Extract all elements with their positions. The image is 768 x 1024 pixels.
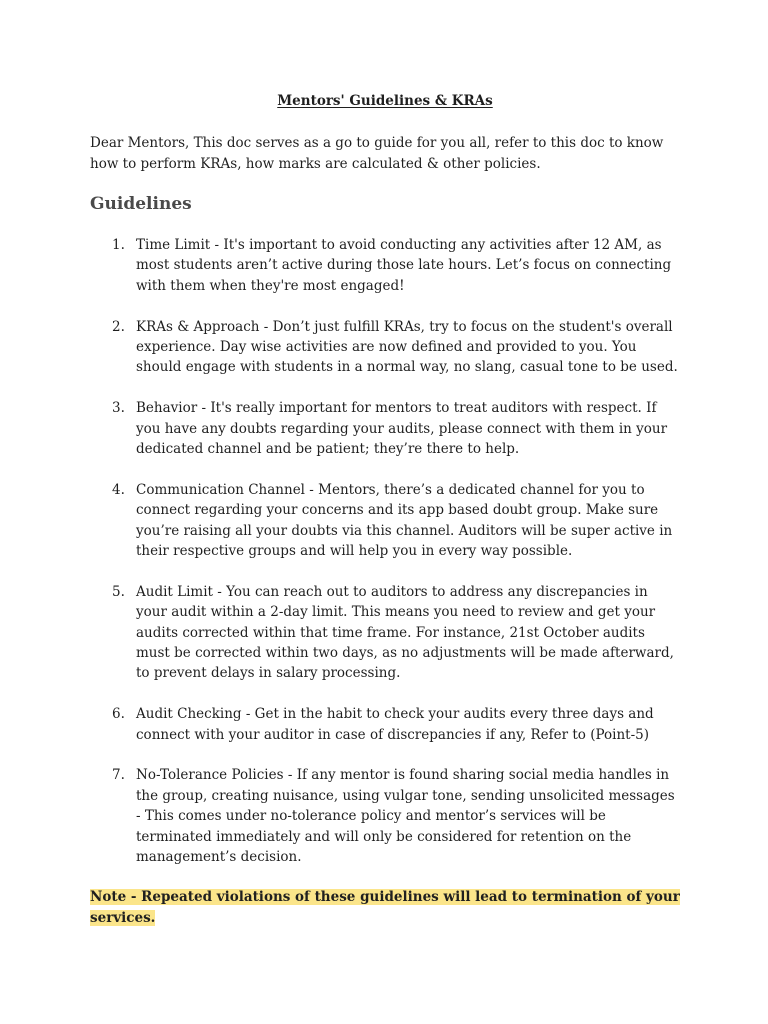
guideline-text: Audit Checking - Get in the habit to check your audits every three days and connect with your auditor in case of discrepancies if any, Refer to (Point-5) — [136, 706, 654, 743]
guideline-item — [90, 235, 680, 296]
guideline-item — [90, 398, 680, 459]
guideline-number: 7. — [112, 767, 125, 784]
guideline-item — [90, 480, 680, 562]
guideline-number: 1. — [112, 237, 125, 253]
guidelines-list — [90, 235, 680, 868]
section-heading: Guidelines — [90, 194, 192, 214]
highlighted-note-text: Note - Repeated violations of these guidelines will lead to termination of your services. — [90, 889, 680, 927]
document-title: Mentors' Guidelines & KRAs — [277, 93, 493, 109]
guideline-text: Communication Channel - Mentors, there’s a dedicated channel for you to connect regarding your concerns and its app based doubt group. Make sure you’re raising all your doubts via this channel. Auditors will be super active in their respective groups and will help you in every way possible. — [136, 481, 673, 560]
warning-note — [90, 887, 680, 929]
guideline-number: 4. — [112, 481, 125, 498]
guideline-number: 3. — [112, 400, 125, 417]
document-page — [90, 91, 680, 929]
guideline-number: 2. — [112, 318, 125, 335]
intro-paragraph: Dear Mentors, This doc serves as a go to guide for you all, refer to this doc to know how to perform KRAs, how marks are calculated & other policies. — [90, 135, 664, 172]
guideline-text: No-Tolerance Policies - If any mentor is found sharing social media handles in the group, creating nuisance, using vulgar tone, sending unsolicited messages - This comes under no-tolerance policy and mentor’s services will be terminated immediately and will only be considered for retention on the management’s decision. — [136, 767, 675, 866]
guideline-text: Behavior - It's really important for mentors to treat auditors with respect. If you have any doubts regarding your audits, please connect with them in your dedicated channel and be patient; they’re there to help. — [136, 400, 668, 458]
guideline-item — [90, 704, 680, 745]
guideline-item — [90, 765, 680, 867]
guideline-item — [90, 582, 680, 684]
guideline-item — [90, 317, 680, 378]
guideline-number: 5. — [112, 583, 125, 600]
guideline-text: Audit Limit - You can reach out to auditors to address any discrepancies in your audit within a 2-day limit. This means you need to review and get your audits corrected within that time frame. For instance, 21st October audits must be corrected within two days, as no adjustments will be made afterward, to prevent delays in salary processing. — [136, 583, 674, 682]
guideline-text: Time Limit - It's important to avoid conducting any activities after 12 AM, as most students aren’t active during those late hours. Let’s focus on connecting with them when they're most engaged! — [136, 237, 672, 294]
guideline-number: 6. — [112, 706, 125, 723]
guideline-text: KRAs & Approach - Don’t just fulfill KRAs, try to focus on the student's overall experience. Day wise activities are now defined and provided to you. You should engage with students in a normal way, no slang, casual tone to be used. — [136, 318, 678, 376]
